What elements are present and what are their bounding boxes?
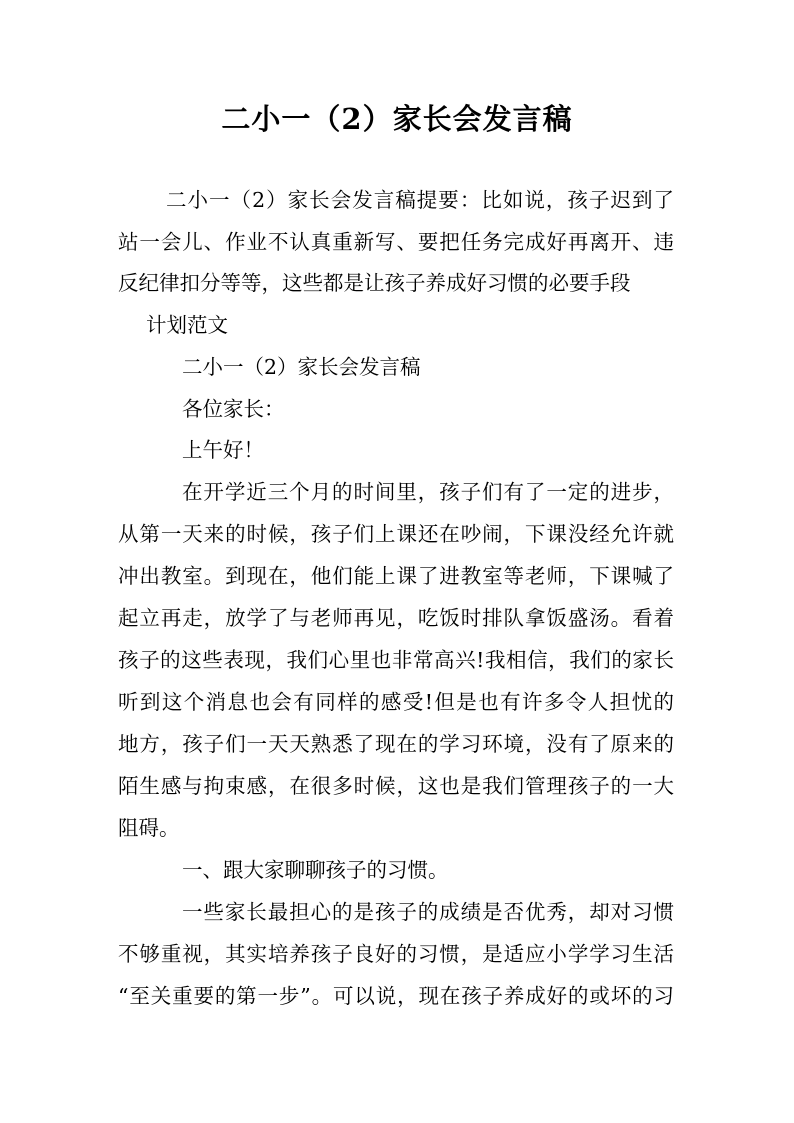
document-title: 二小一（2）家长会发言稿 bbox=[221, 102, 573, 136]
summary-line-1: 二小一（2）家长会发言稿提要：比如说，孩子迟到了 bbox=[166, 188, 674, 212]
paragraph-1-line-8: 陌生感与拘束感，在很多时候，这也是我们管理孩子的一大 bbox=[118, 774, 674, 798]
greeting: 上午好！ bbox=[182, 438, 264, 462]
paragraph-2-line-1: 一些家长最担心的是孩子的成绩是否优秀，却对习惯 bbox=[182, 900, 674, 924]
paragraph-1-line-4: 起立再走，放学了与老师再见，吃饭时排队拿饭盛汤。看着 bbox=[118, 606, 674, 630]
paragraph-1-line-2: 从第一天来的时候，孩子们上课还在吵闹，下课没经允许就 bbox=[118, 522, 674, 546]
summary-line-2: 站一会儿、作业不认真重新写、要把任务完成好再离开、违 bbox=[118, 230, 674, 254]
paragraph-2-line-3: “至关重要的第一步”。可以说，现在孩子养成好的或坏的习 bbox=[118, 984, 674, 1008]
salutation: 各位家长： bbox=[182, 397, 285, 421]
category-label: 计划范文 bbox=[146, 313, 228, 337]
paragraph-1-line-1: 在开学近三个月的时间里，孩子们有了一定的进步， bbox=[182, 480, 674, 504]
section-1-heading: 一、跟大家聊聊孩子的习惯。 bbox=[182, 858, 449, 882]
paragraph-1-line-6: 听到这个消息也会有同样的感受!但是也有许多令人担忧的 bbox=[118, 690, 674, 714]
paragraph-1-line-5: 孩子的这些表现，我们心里也非常高兴!我相信，我们的家长 bbox=[118, 648, 674, 672]
paragraph-1-line-9: 阻碍。 bbox=[118, 816, 180, 840]
summary-line-3: 反纪律扣分等等，这些都是让孩子养成好习惯的必要手段 bbox=[118, 271, 631, 295]
paragraph-2-line-2: 不够重视，其实培养孩子良好的习惯，是适应小学学习生活 bbox=[118, 942, 674, 966]
paragraph-1-line-3: 冲出教室。到现在，他们能上课了进教室等老师，下课喊了 bbox=[118, 564, 674, 588]
paragraph-1-line-7: 地方，孩子们一天天熟悉了现在的学习环境，没有了原来的 bbox=[118, 732, 674, 756]
document-subtitle: 二小一（2）家长会发言稿 bbox=[182, 355, 421, 379]
